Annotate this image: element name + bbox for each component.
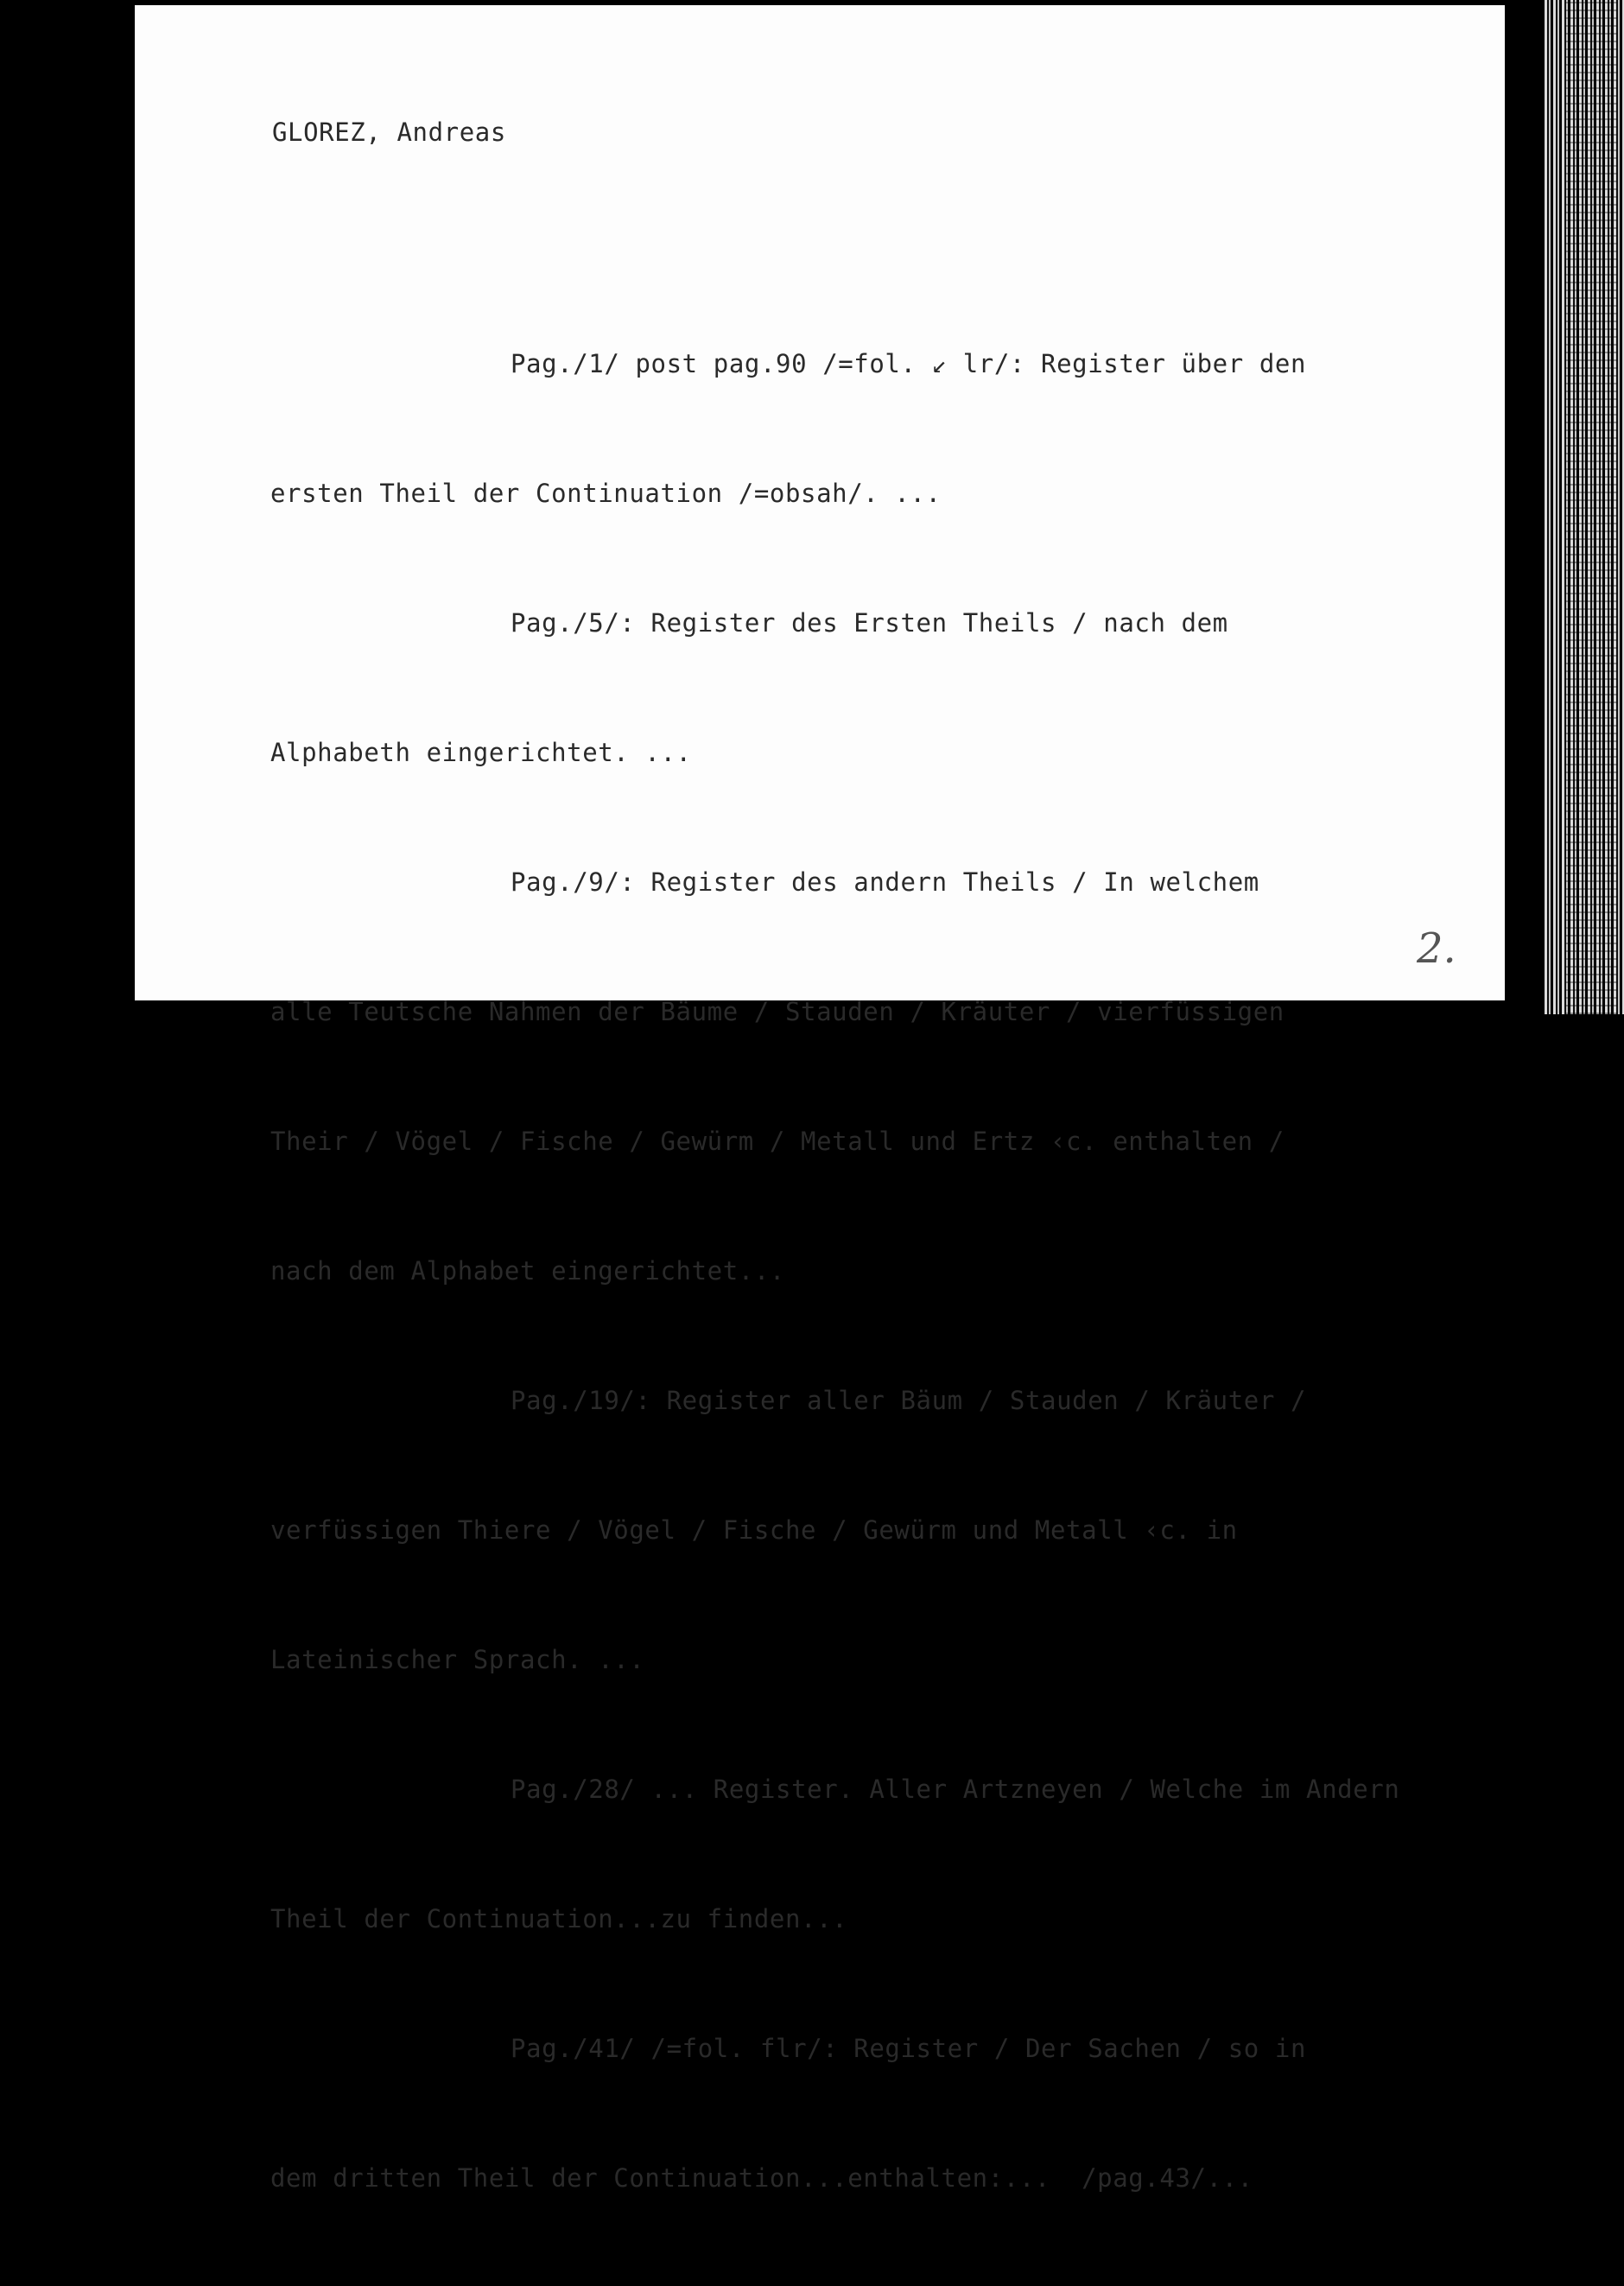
entry-line: Pag./1/ post pag.90 /=fol. ↙ lr/: Register über den [511, 349, 1307, 378]
entry-line: nach dem Alphabet eingerichtet... [270, 1256, 785, 1286]
entry-line: Lateinischer Sprach. ... [270, 1645, 645, 1674]
film-edge-texture [1565, 0, 1617, 1014]
entry-line: Pag./41/ /=fol. flr/: Register / Der Sachen / so in [511, 2034, 1307, 2063]
entry-line: Alphabeth eingerichtet. ... [270, 738, 692, 767]
entry-line: verfüssigen Thiere / Vögel / Fische / Gewürm und Metall ‹c. in [270, 1515, 1238, 1545]
entry-line: Pag./5/: Register des Ersten Theils / nach dem [511, 608, 1228, 638]
card-body [270, 256, 1399, 2286]
handwritten-page-number: 2. [1417, 924, 1456, 973]
entry-line: ersten Theil der Continuation /=obsah/. ... [270, 479, 942, 508]
entry-line: Theil der Continuation...zu finden... [270, 1904, 848, 1934]
card-heading: GLOREZ, Andreas [272, 117, 506, 147]
entry-line: Pag./28/ ... Register. Aller Artzneyen / Welche im Andern [511, 1775, 1400, 1804]
entry-line: Pag./9/: Register des andern Theils / In welchem [511, 867, 1259, 897]
entry-line: dem dritten Theil der Continuation...enthalten:... /pag.43/... [270, 2163, 1253, 2193]
entry-line: alle Teutsche Nahmen der Bäume / Stauden / Kräuter / vierfüssigen [270, 997, 1285, 1026]
entry-line: Their / Vögel / Fische / Gewürm / Metall und Ertz ‹c. enthalten / [270, 1127, 1285, 1156]
entry-line: Pag./19/: Register aller Bäum / Stauden / Kräuter / [511, 1386, 1307, 1415]
